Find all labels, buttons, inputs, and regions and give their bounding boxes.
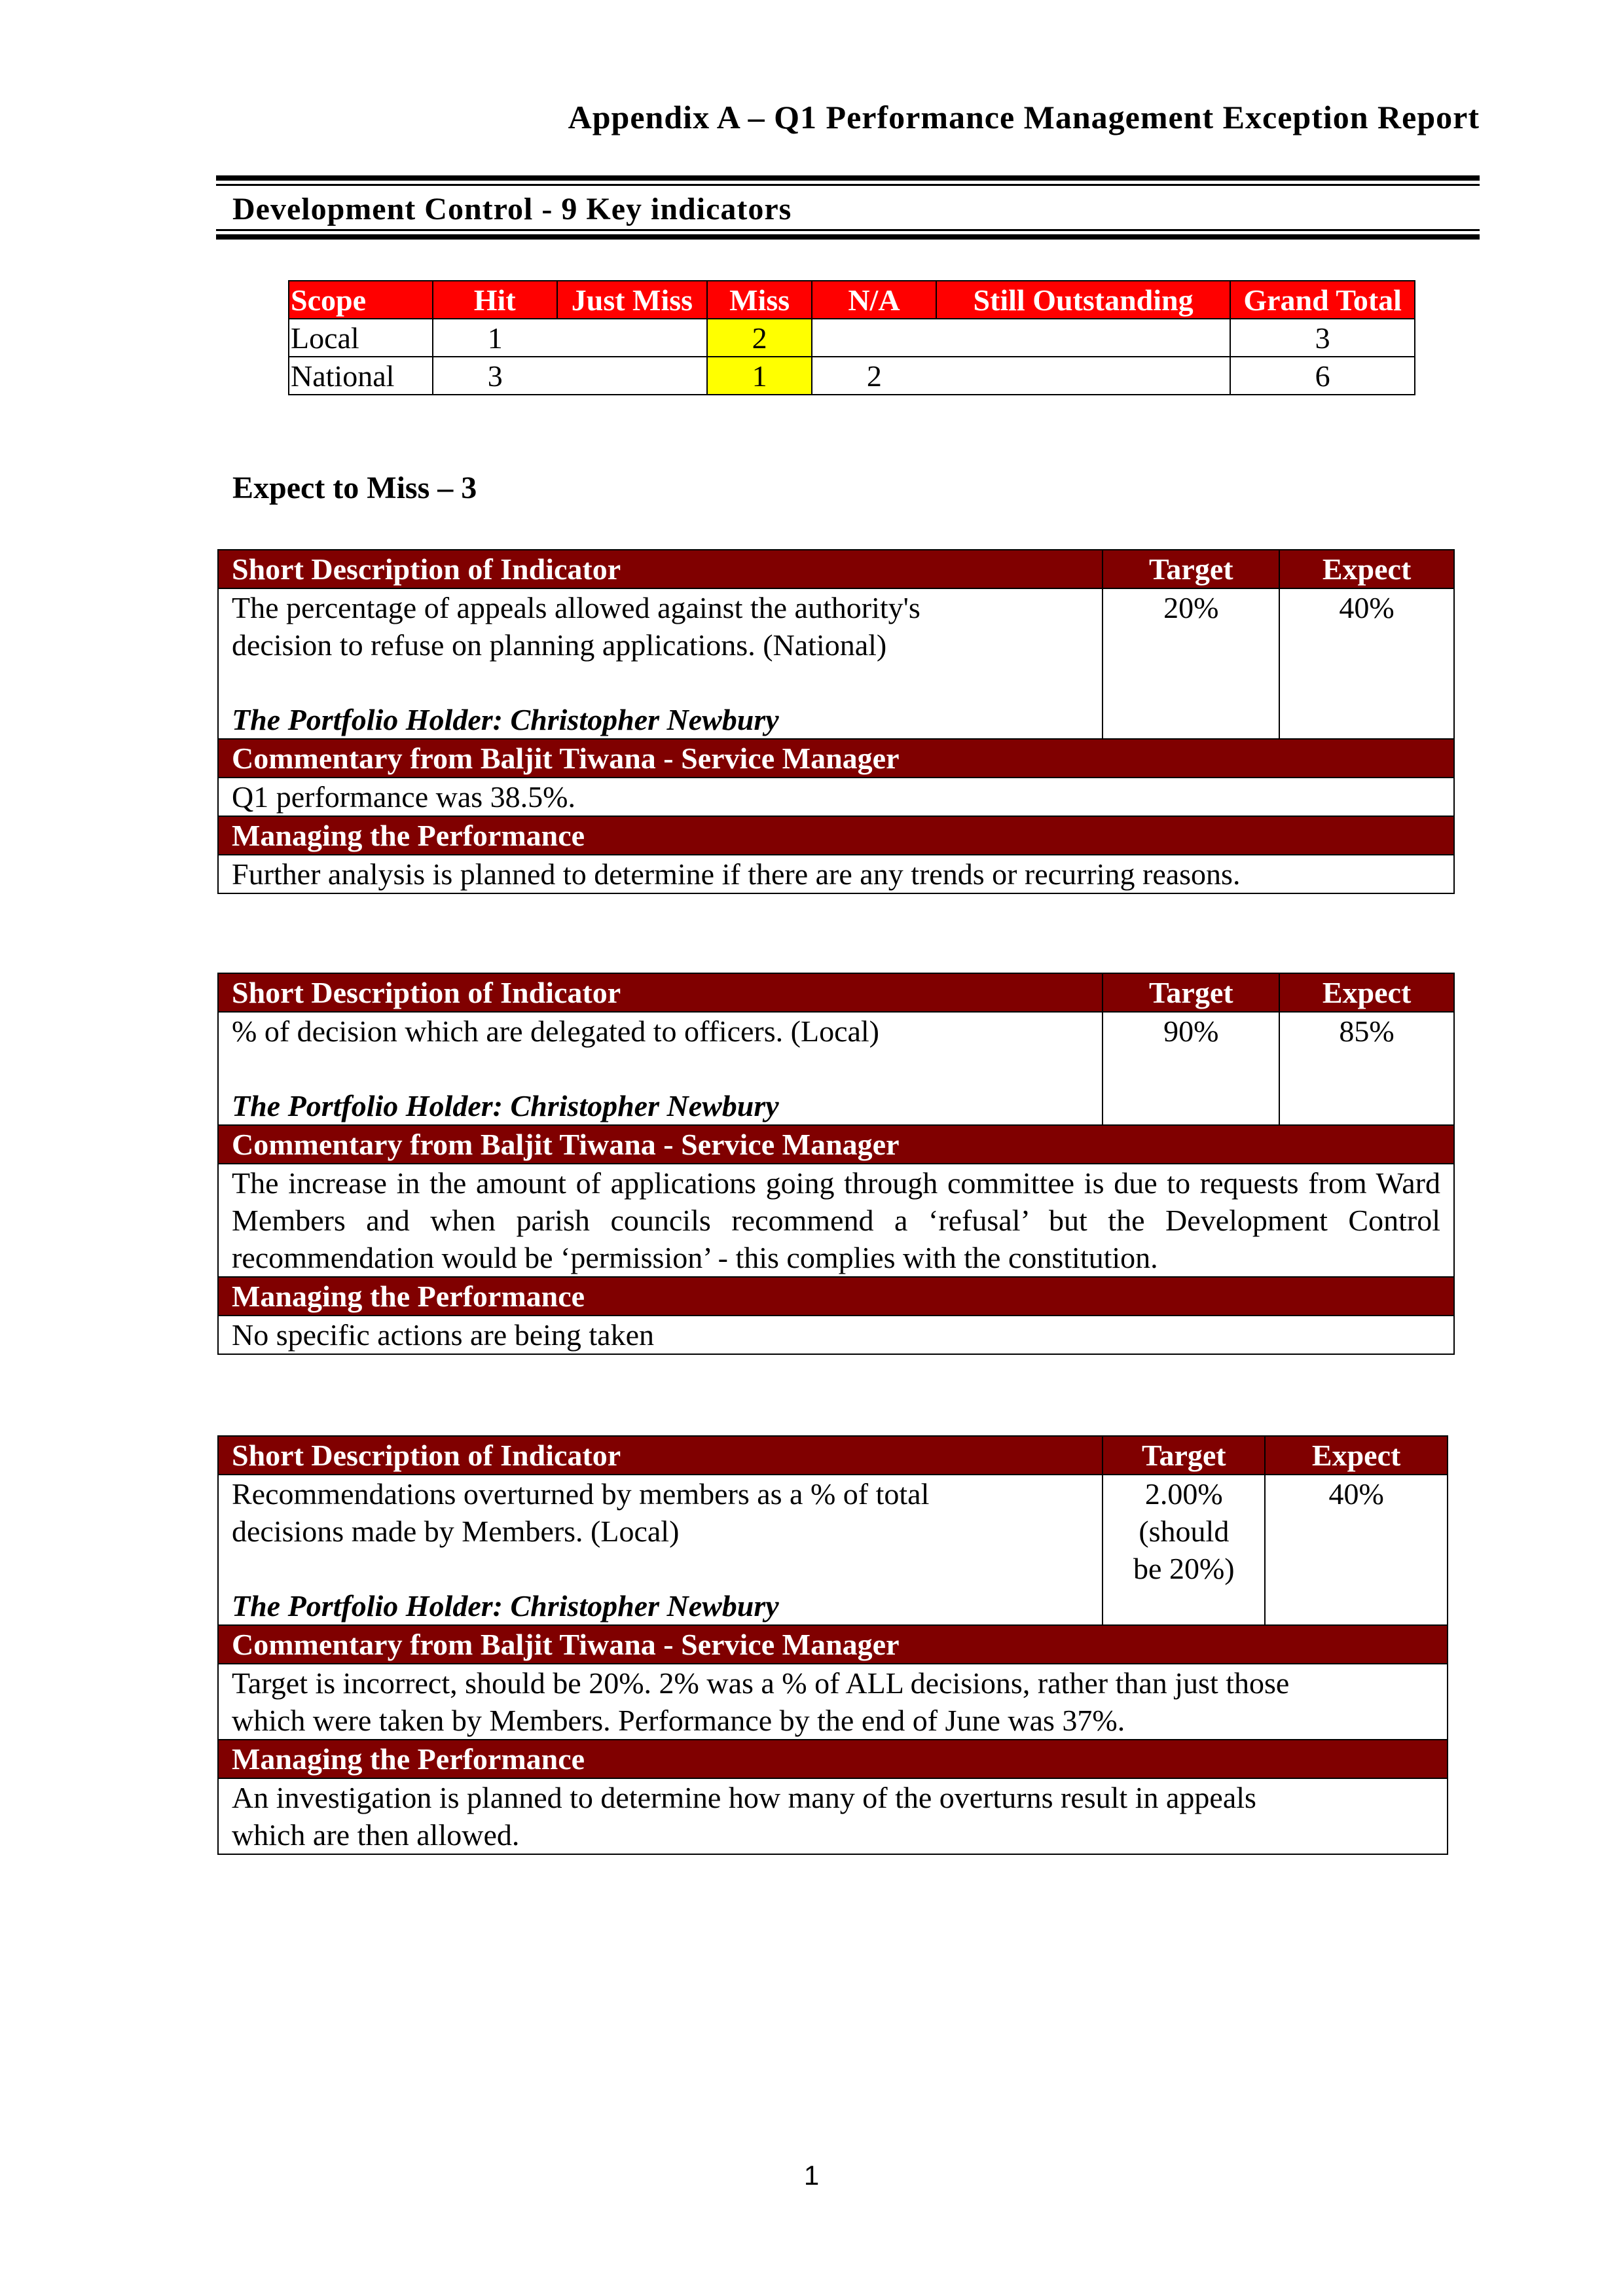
cell-scope: Local: [289, 319, 433, 357]
indicator-header-row: [218, 1436, 1448, 1475]
cell-na: 2: [812, 357, 936, 395]
description-line: decisions made by Members. (Local): [232, 1515, 680, 1548]
summary-header-row: [289, 281, 1415, 319]
cell-hit: 3: [433, 357, 557, 395]
table-row: [289, 357, 1415, 395]
managing-header-row: [218, 1277, 1454, 1316]
indicator-description: [218, 1475, 1103, 1625]
description-line: % of decision which are delegated to officers. (Local): [232, 1014, 879, 1048]
col-grand-total: Grand Total: [1230, 281, 1415, 319]
commentary-text: [218, 1664, 1448, 1740]
table-row: [289, 319, 1415, 357]
managing-line: An investigation is planned to determine how many of the overturns result in appeals: [232, 1781, 1256, 1814]
commentary-text: The increase in the amount of applications going through committee is due to requests from Ward Members and when parish councils recommend a ‘refusal’ but the Development Control recommendation would be ‘permission’ - this complies with the constitution.: [218, 1164, 1454, 1277]
expect-value: 40%: [1279, 588, 1454, 739]
header-rule-bottom: [216, 229, 1480, 240]
header-rule-top: [216, 175, 1480, 186]
desc-header: Short Description of Indicator: [218, 550, 1103, 588]
commentary-line: which were taken by Members. Performance by the end of June was 37%.: [232, 1704, 1125, 1737]
managing-row: [218, 1316, 1454, 1354]
indicator-body-row: [218, 1012, 1454, 1125]
expect-to-miss-heading: Expect to Miss – 3: [232, 471, 477, 505]
target-line: be 20%): [1133, 1552, 1235, 1585]
managing-line: which are then allowed.: [232, 1818, 520, 1852]
commentary-header-row: [218, 739, 1454, 778]
col-scope: Scope: [289, 281, 433, 319]
commentary-row: [218, 1664, 1448, 1740]
managing-header-row: [218, 816, 1454, 855]
target-header: Target: [1103, 550, 1279, 588]
col-na: N/A: [812, 281, 936, 319]
description-line: The percentage of appeals allowed against the authority's: [232, 591, 921, 624]
expect-header: Expect: [1279, 973, 1454, 1012]
expect-header: Expect: [1279, 550, 1454, 588]
col-just-miss: Just Miss: [557, 281, 708, 319]
description-line: Recommendations overturned by members as a % of total: [232, 1477, 930, 1511]
cell-grand-total: 6: [1230, 357, 1415, 395]
managing-row: [218, 1778, 1448, 1854]
indicator-table-2: [217, 973, 1455, 1355]
indicator-description: [218, 588, 1103, 739]
cell-na: [812, 319, 936, 357]
target-value: 90%: [1103, 1012, 1279, 1125]
indicator-description: [218, 1012, 1103, 1125]
cell-miss: 2: [707, 319, 812, 357]
cell-scope: National: [289, 357, 433, 395]
desc-header: Short Description of Indicator: [218, 1436, 1103, 1475]
indicator-header-row: [218, 550, 1454, 588]
commentary-text: Q1 performance was 38.5%.: [218, 778, 1454, 816]
indicator-body-row: [218, 588, 1454, 739]
target-header: Target: [1103, 973, 1279, 1012]
indicator-body-row: [218, 1475, 1448, 1625]
section-title: Development Control - 9 Key indicators: [232, 192, 792, 226]
col-still-outstanding: Still Outstanding: [936, 281, 1231, 319]
commentary-header-row: [218, 1625, 1448, 1664]
commentary-header: Commentary from Baljit Tiwana - Service Manager: [218, 739, 1454, 778]
indicator-table-3: [217, 1435, 1448, 1855]
cell-just-miss: [557, 357, 708, 395]
managing-text: No specific actions are being taken: [218, 1316, 1454, 1354]
commentary-row: [218, 1164, 1454, 1277]
cell-hit: 1: [433, 319, 557, 357]
description-line: decision to refuse on planning applications. (National): [232, 628, 887, 662]
expect-value: 40%: [1265, 1475, 1448, 1625]
commentary-header: Commentary from Baljit Tiwana - Service Manager: [218, 1125, 1454, 1164]
portfolio-holder: The Portfolio Holder: Christopher Newbury: [232, 1089, 779, 1122]
target-line: 2.00%: [1144, 1477, 1223, 1511]
target-header: Target: [1103, 1436, 1265, 1475]
portfolio-holder: The Portfolio Holder: Christopher Newbury: [232, 703, 779, 736]
commentary-row: [218, 778, 1454, 816]
cell-grand-total: 3: [1230, 319, 1415, 357]
target-value: [1103, 1475, 1265, 1625]
expect-header: Expect: [1265, 1436, 1448, 1475]
managing-header-row: [218, 1740, 1448, 1778]
desc-header: Short Description of Indicator: [218, 973, 1103, 1012]
managing-row: [218, 855, 1454, 893]
page-number: 1: [803, 2160, 820, 2191]
commentary-header: Commentary from Baljit Tiwana - Service Manager: [218, 1625, 1448, 1664]
commentary-header-row: [218, 1125, 1454, 1164]
managing-header: Managing the Performance: [218, 1277, 1454, 1316]
cell-just-miss: [557, 319, 708, 357]
summary-table: [288, 280, 1415, 395]
target-value: 20%: [1103, 588, 1279, 739]
portfolio-holder: The Portfolio Holder: Christopher Newbury: [232, 1589, 779, 1623]
managing-header: Managing the Performance: [218, 816, 1454, 855]
indicator-header-row: [218, 973, 1454, 1012]
indicator-table-1: [217, 549, 1455, 894]
cell-still-outstanding: [936, 357, 1231, 395]
expect-value: 85%: [1279, 1012, 1454, 1125]
page-title: Appendix A – Q1 Performance Management Exception Report: [568, 99, 1480, 135]
commentary-line: Target is incorrect, should be 20%. 2% was a % of ALL decisions, rather than just those: [232, 1666, 1290, 1700]
managing-text: Further analysis is planned to determine if there are any trends or recurring reasons.: [218, 855, 1454, 893]
cell-miss: 1: [707, 357, 812, 395]
managing-text: [218, 1778, 1448, 1854]
col-miss: Miss: [707, 281, 812, 319]
target-line: (should: [1139, 1515, 1230, 1548]
managing-header: Managing the Performance: [218, 1740, 1448, 1778]
col-hit: Hit: [433, 281, 557, 319]
cell-still-outstanding: [936, 319, 1231, 357]
